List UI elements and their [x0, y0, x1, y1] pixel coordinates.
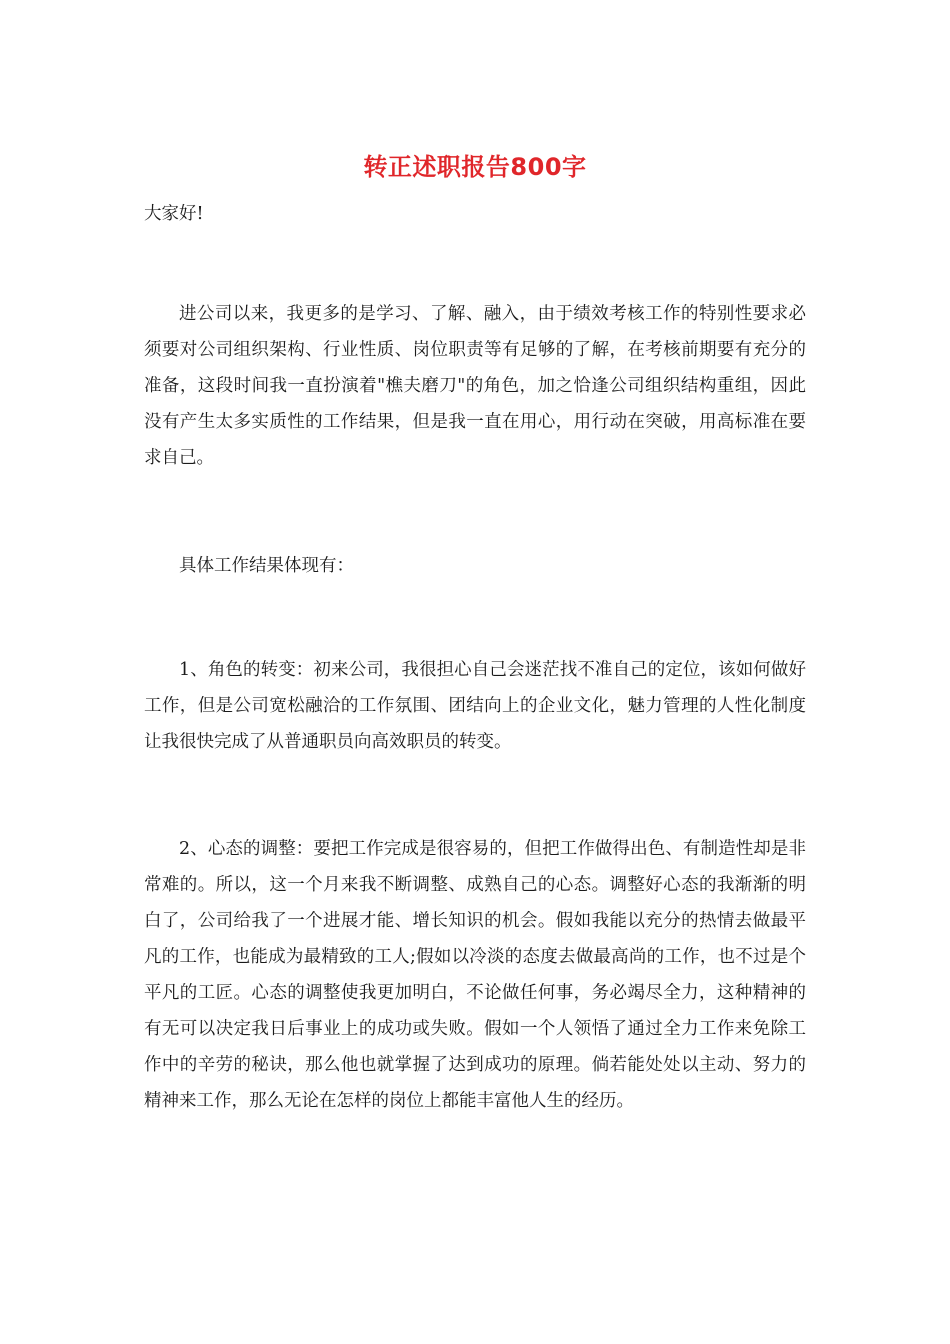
document-title: 转正述职报告800字 [363, 153, 587, 181]
paragraph-results-heading: 具体工作结果体现有： [179, 556, 354, 576]
paragraph-role-change: 1、角色的转变：初来公司，我很担心自己会迷茫找不准自己的定位，该如何做好工作，但是公司宽松融洽的工作氛围、团结向上的企业文化，魅力管理的人性化制度让我很快完成了从普通职员向高效职员的转变。 [144, 660, 806, 752]
paragraph-intro: 进公司以来，我更多的是学习、了解、融入，由于绩效考核工作的特别性要求必须要对公司组织架构、行业性质、岗位职责等有足够的了解，在考核前期要有充分的准备，这段时间我一直扮演着"樵夫磨刀"的角色，加之恰逢公司组织结构重组，因此没有产生太多实质性的工作结果，但是我一直在用心，用行动在突破，用高标准在要求自己。 [144, 304, 806, 468]
paragraph-mindset-adjustment: 2、心态的调整：要把工作完成是很容易的，但把工作做得出色、有制造性却是非常难的。所以，这一个月来我不断调整、成熟自己的心态。调整好心态的我渐渐的明白了，公司给我了一个进展才能、增长知识的机会。假如我能以充分的热情去做最平凡的工作，也能成为最精致的工人;假如以冷淡的态度去做最高尚的工作，也不过是个平凡的工匠。心态的调整使我更加明白，不论做任何事，务必竭尽全力，这种精神的有无可以决定我日后事业上的成功或失败。假如一个人领悟了通过全力工作来免除工作中的辛劳的秘诀，那么他也就掌握了达到成功的原理。倘若能处处以主动、努力的精神来工作，那么无论在怎样的岗位上都能丰富他人生的经历。 [144, 839, 806, 1111]
greeting: 大家好! [144, 204, 204, 224]
